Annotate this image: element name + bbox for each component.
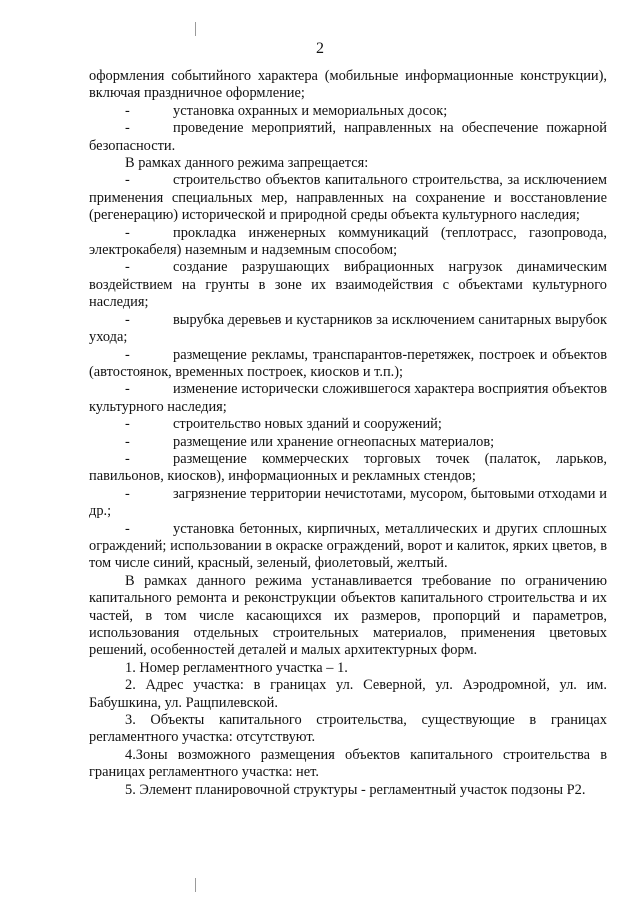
scan-artifact-line-bottom: [195, 878, 196, 892]
list-item: [89, 486, 607, 521]
list-item-text: проведение мероприятий, направленных на обеспечение пожарной безопасности.: [89, 120, 607, 154]
list-dash: -: [125, 450, 130, 467]
list-item-text: прокладка инженерных коммуникаций (теплотрасс, газопровода, электрокабеля) наземным и надземным способом;: [89, 224, 607, 259]
document-body: [89, 68, 607, 799]
list-dash: -: [125, 485, 130, 502]
list-item: [89, 120, 607, 155]
list-dash: -: [125, 224, 130, 241]
paragraph: оформления событийного характера (мобильные информационные конструкции), включая праздничное оформление;: [89, 68, 607, 102]
numbered-paragraph: 5. Элемент планировочной структуры - регламентный участок подзоны Р2.: [125, 781, 586, 798]
list-item-text: изменение исторически сложившегося характера восприятия объектов культурного наследия;: [89, 381, 607, 415]
scan-artifact-line-top: [195, 22, 196, 36]
list-item-text: размещение рекламы, транспарантов-перетяжек, построек и объектов (автостоянок, временных построек, киосков и т.п.);: [89, 346, 607, 380]
list-item: [89, 312, 607, 347]
list-item-text: установка бетонных, кирпичных, металлических и других сплошных ограждений; использовании в окраске ограждений, ворот и калиток, ярких цветов, в том числе синий, красный, зеленый, фиолетовый, желтый.: [89, 520, 607, 572]
list-item: [89, 225, 607, 260]
list-item: [89, 434, 607, 451]
list-dash: -: [125, 102, 130, 119]
page-number: 2: [316, 40, 324, 57]
list-item: [89, 416, 607, 433]
list-item-text: загрязнение территории нечистотами, мусором, бытовыми отходами и др.;: [89, 485, 607, 520]
numbered-paragraph: 4.Зоны возможного размещения объектов капитального строительства в границах регламентного участка: нет.: [89, 746, 607, 781]
paragraph: В рамках данного режима запрещается:: [125, 155, 369, 172]
numbered-paragraph: 2. Адрес участка: в границах ул. Северной, ул. Аэродромной, ул. им. Бабушкина, ул. Ращпилевской.: [89, 677, 607, 711]
list-dash: -: [125, 259, 130, 276]
numbered-paragraph: 1. Номер регламентного участка – 1.: [125, 659, 348, 676]
list-item: [89, 103, 607, 120]
list-item-text: установка охранных и мемориальных досок;: [173, 102, 448, 119]
list-item: [89, 451, 607, 486]
list-item: [89, 172, 607, 224]
list-dash: -: [125, 433, 130, 450]
list-item-text: вырубка деревьев и кустарников за исключением санитарных вырубок ухода;: [89, 311, 607, 346]
list-dash: -: [125, 311, 130, 328]
list-item-text: размещение коммерческих торговых точек (палаток, ларьков, павильонов, киосков), информационных и рекламных стендов;: [89, 450, 607, 485]
paragraph: В рамках данного режима устанавливается требование по ограничению капитального ремонта и реконструкции объектов капитального строительства и их частей, в том числе касающихся их размеров, пропорций и параметров, использования отдельных строительных материалов, применения цветовых решений, особенностей деталей и малых архитектурных форм.: [89, 572, 607, 659]
list-dash: -: [125, 381, 130, 398]
list-item: [89, 521, 607, 573]
list-dash: -: [125, 520, 130, 537]
list-item-text: создание разрушающих вибрационных нагрузок динамическим воздействием на грунты в зоне их взаимодействия с объектами культурного наследия;: [89, 259, 607, 311]
list-dash: -: [125, 120, 130, 137]
list-dash: -: [125, 416, 130, 433]
list-item: [89, 347, 607, 382]
list-item: [89, 381, 607, 416]
list-dash: -: [125, 346, 130, 363]
list-item-text: размещение или хранение огнеопасных материалов;: [173, 433, 495, 450]
numbered-paragraph: 3. Объекты капитального строительства, существующие в границах регламентного участка: отсутствуют.: [89, 712, 607, 746]
list-item: [89, 259, 607, 311]
list-item-text: строительство новых зданий и сооружений;: [173, 416, 442, 433]
list-dash: -: [125, 172, 130, 189]
list-item-text: строительство объектов капитального строительства, за исключением применения специальных мер, направленных на сохранение и восстановление (регенерацию) исторической и природной среды объекта культурного наследия;: [89, 172, 607, 224]
